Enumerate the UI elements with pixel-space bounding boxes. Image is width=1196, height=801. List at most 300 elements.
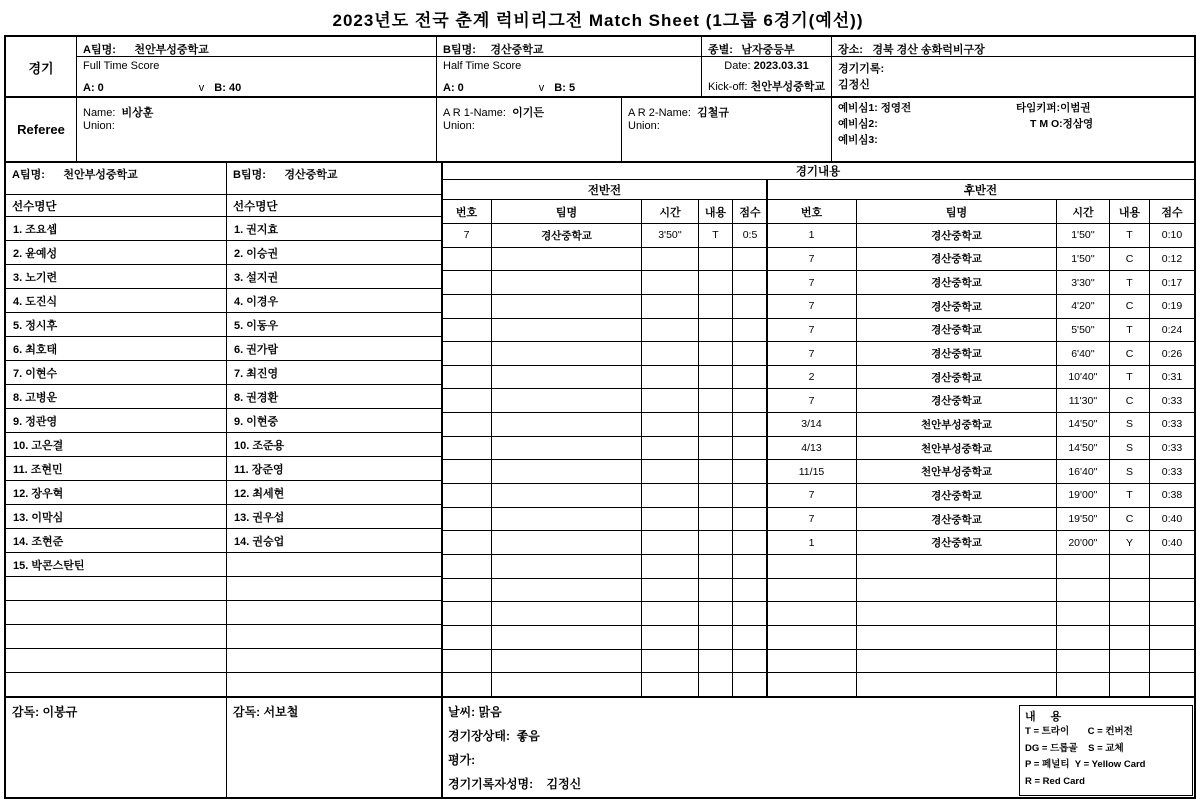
event-team [492, 508, 642, 531]
event-type [699, 437, 733, 460]
event-type [1110, 579, 1150, 602]
event-score: 0:5 [742, 229, 758, 242]
event-time: 4'20'' [1057, 295, 1110, 318]
event-score: 0:17 [1161, 276, 1183, 289]
event-time [642, 673, 699, 696]
event-time [642, 319, 699, 342]
event-time [642, 531, 699, 554]
event-row [767, 484, 1194, 508]
roster-a-row [6, 361, 227, 385]
event-time [642, 271, 699, 294]
category-value: 남자중등부 [741, 44, 795, 56]
event-time [642, 602, 699, 625]
event-type [699, 626, 733, 649]
roster-b-row [227, 577, 442, 601]
roster-b-row [227, 313, 442, 337]
event-type [699, 295, 733, 318]
event-type [699, 484, 733, 507]
event-type [699, 342, 733, 365]
reserve2-line: 예비심2: T M O:정삼영 [838, 118, 1094, 130]
event-team [857, 555, 1057, 578]
divider [6, 96, 1194, 98]
event-row [767, 555, 1194, 579]
col-score: 점수 [1150, 200, 1194, 224]
event-type [699, 508, 733, 531]
event-score [733, 650, 767, 673]
roster-b-row [227, 529, 442, 553]
event-time [642, 579, 699, 602]
event-team: 경산중학교 [857, 271, 1057, 294]
second-half-header: 후반전 [767, 180, 1194, 200]
event-type [699, 602, 733, 625]
event-team [492, 342, 642, 365]
event-number [442, 673, 492, 696]
event-score [733, 531, 767, 554]
event-time: 5'50'' [1057, 319, 1110, 342]
event-row [767, 342, 1194, 366]
event-row [767, 389, 1194, 413]
event-type [1110, 650, 1150, 673]
event-team [492, 389, 642, 412]
venue-label: 장소: [838, 44, 863, 56]
event-number [767, 602, 857, 625]
event-type: T [1110, 319, 1150, 342]
team-b-name-cell [437, 37, 702, 57]
player-name: 5. 이동우 [234, 319, 279, 332]
event-row [442, 460, 767, 484]
event-number [442, 342, 492, 365]
roster-a-row [6, 577, 227, 601]
event-time: 10'40'' [1057, 366, 1110, 389]
full-time-b-value: 40 [228, 82, 242, 94]
legend-box [1019, 705, 1193, 796]
event-number [767, 579, 857, 602]
event-score: 0:10 [1161, 229, 1183, 242]
first-half-rows [442, 224, 767, 697]
full-time-label: Full Time Score [83, 60, 160, 72]
player-name: 3. 설지권 [234, 271, 279, 284]
event-score [733, 413, 767, 436]
col-content: 내용 [699, 200, 733, 224]
reserve-officials-cell [832, 97, 1194, 162]
event-score [1150, 555, 1194, 578]
event-score: 0:40 [1161, 513, 1183, 525]
event-row [442, 342, 767, 366]
event-time: 6'40'' [1057, 342, 1110, 365]
roster-team-b-label: B팀명: [233, 169, 266, 181]
roster-b-row [227, 601, 442, 625]
player-name: 6. 권가람 [234, 343, 279, 356]
event-number [442, 531, 492, 554]
col-team: 팀명 [492, 200, 642, 224]
legend-title: 내 용 [1025, 711, 1068, 723]
event-score [733, 295, 767, 318]
team-b-name: 경산중학교 [490, 44, 544, 56]
event-time [1057, 579, 1110, 602]
player-name: 4. 이경우 [234, 295, 279, 308]
event-time: 16'40'' [1057, 460, 1110, 483]
date-kickoff-cell [702, 57, 832, 97]
event-score [733, 437, 767, 460]
event-number: 3/14 [767, 413, 857, 436]
event-row [767, 366, 1194, 390]
roster-team-a-name: 천안부성중학교 [63, 169, 138, 181]
coach-b-cell [227, 697, 442, 797]
event-type: S [1110, 413, 1150, 436]
roster-a-row [6, 505, 227, 529]
roster-a-row [6, 289, 227, 313]
event-team [492, 650, 642, 673]
recorder-name: 김정신 [838, 79, 870, 91]
event-row [767, 224, 1194, 248]
event-team [492, 602, 642, 625]
event-time [642, 555, 699, 578]
full-time-score-cell [77, 57, 437, 97]
roster-a-row [6, 313, 227, 337]
col-time: 시간 [1057, 200, 1110, 224]
evaluation-line: 평가: [448, 753, 476, 767]
event-type: C [1110, 389, 1150, 412]
roster-b-header: 선수명단 [227, 195, 442, 217]
player-name: 2. 이승권 [234, 247, 279, 260]
event-number: 7 [767, 295, 857, 318]
event-score [733, 342, 767, 365]
ar1-union-line: Union: [443, 120, 475, 132]
player-name: 5. 정시후 [13, 319, 58, 332]
event-time [642, 650, 699, 673]
event-number: 7 [767, 319, 857, 342]
event-row [767, 602, 1194, 626]
event-team: 천안부성중학교 [857, 460, 1057, 483]
event-number: 11/15 [767, 460, 857, 483]
event-type [699, 673, 733, 696]
half-time-a-value: 0 [457, 82, 464, 94]
event-score [733, 366, 767, 389]
recorder-line: 경기기록자성명: 김정신 [448, 777, 582, 791]
event-score [733, 673, 767, 696]
event-time: 1'50'' [1057, 248, 1110, 271]
event-row [442, 366, 767, 390]
roster-a-row [6, 241, 227, 265]
roster-a-row [6, 433, 227, 457]
team-a-label: A팀명: [83, 44, 116, 56]
event-score [733, 460, 767, 483]
event-time: 3'30'' [1057, 271, 1110, 294]
event-team: 경산중학교 [857, 295, 1057, 318]
event-team: 경산중학교 [857, 224, 1057, 247]
event-type [699, 460, 733, 483]
event-type [699, 579, 733, 602]
event-type: Y [1110, 531, 1150, 554]
event-number [442, 248, 492, 271]
roster-a-header: 선수명단 [6, 195, 227, 217]
event-score [1150, 579, 1194, 602]
event-team [492, 484, 642, 507]
legend-line: T = 트라이 C = 컨버전 [1025, 726, 1133, 737]
event-type [1110, 555, 1150, 578]
player-name: 7. 최진영 [234, 367, 279, 380]
player-name: 8. 권경환 [234, 391, 279, 404]
legend-line: DG = 드롭골 S = 교체 [1025, 742, 1124, 754]
roster-b-row [227, 481, 442, 505]
event-team: 경산중학교 [857, 366, 1057, 389]
ar2-union-line: Union: [628, 120, 660, 132]
roster-b-row [227, 625, 442, 649]
event-number [442, 555, 492, 578]
event-team: 경산중학교 [857, 508, 1057, 531]
event-score: 0:19 [1161, 300, 1183, 313]
record-label: 경기기록: [838, 63, 885, 75]
event-time: 14'50'' [1057, 437, 1110, 460]
event-row [442, 508, 767, 532]
event-row [442, 224, 767, 248]
divider [226, 162, 227, 797]
legend-line: P = 페널티 Y = Yellow Card [1025, 759, 1146, 770]
player-name: 1. 조요셉 [13, 223, 58, 236]
event-number: 7 [442, 224, 492, 247]
player-name: 14. 권승업 [234, 535, 285, 548]
event-time [642, 437, 699, 460]
divider [6, 696, 1194, 698]
event-type: T [1110, 224, 1150, 247]
event-number [767, 650, 857, 673]
event-team [492, 319, 642, 342]
event-number [442, 650, 492, 673]
event-score [1150, 626, 1194, 649]
player-name: 8. 고병운 [13, 391, 58, 404]
ar1-name-line: A R 1-Name: 이기든 [443, 107, 544, 119]
legend-line: R = Red Card [1025, 775, 1085, 787]
date-line: Date: 2023.03.31 [724, 60, 809, 72]
event-time: 14'50'' [1057, 413, 1110, 436]
category-cell [702, 37, 832, 57]
page-title: 2023년도 전국 춘계 럭비리그전 Match Sheet (1그룹 6경기(예선)) [332, 11, 864, 30]
match-section-label: 경기 [6, 37, 77, 97]
event-time [1057, 673, 1110, 696]
event-team [492, 271, 642, 294]
roster-a-row [6, 625, 227, 649]
event-type: C [1110, 295, 1150, 318]
roster-b-row [227, 553, 442, 577]
roster-b-row [227, 241, 442, 265]
event-score [1150, 673, 1194, 696]
player-name: 10. 고은결 [13, 439, 64, 452]
event-time [1057, 555, 1110, 578]
event-number [442, 271, 492, 294]
event-number [442, 413, 492, 436]
event-row [442, 437, 767, 461]
roster-b-list [227, 217, 442, 697]
kickoff-line: Kick-off: 천안부성중학교 [708, 81, 825, 93]
roster-a-row [6, 457, 227, 481]
event-score [733, 579, 767, 602]
event-number [442, 602, 492, 625]
event-score: 0:33 [1161, 465, 1183, 478]
event-number [442, 508, 492, 531]
col-score: 점수 [733, 200, 767, 224]
event-row [767, 531, 1194, 555]
event-time [642, 295, 699, 318]
event-row [767, 460, 1194, 484]
ar1-cell [437, 97, 622, 162]
event-score [733, 319, 767, 342]
event-time [642, 508, 699, 531]
event-team [492, 366, 642, 389]
venue-value: 경북 경산 송화럭비구장 [872, 44, 985, 56]
player-name: 12. 최세현 [234, 487, 285, 500]
event-type [699, 413, 733, 436]
event-number [442, 579, 492, 602]
col-team: 팀명 [857, 200, 1057, 224]
full-time-b-label: B: [214, 82, 226, 94]
roster-a-row [6, 337, 227, 361]
event-row [767, 626, 1194, 650]
roster-b-row [227, 337, 442, 361]
roster-b-row [227, 409, 442, 433]
event-time [642, 248, 699, 271]
half-time-label: Half Time Score [443, 60, 522, 72]
event-type [699, 389, 733, 412]
event-time [1057, 650, 1110, 673]
roster-a-row [6, 265, 227, 289]
divider [766, 180, 768, 697]
event-team: 경산중학교 [857, 484, 1057, 507]
event-score [733, 555, 767, 578]
divider [441, 162, 443, 797]
events-section-title: 경기내용 [442, 162, 1194, 180]
event-team [492, 413, 642, 436]
versus-label-ft: v [198, 82, 205, 94]
event-score [733, 484, 767, 507]
roster-team-a-cell [6, 162, 227, 195]
event-type [1110, 602, 1150, 625]
half-time-score-cell [437, 57, 702, 97]
event-team [492, 555, 642, 578]
player-name: 1. 권지효 [234, 223, 279, 236]
player-name: 11. 장준영 [234, 463, 284, 476]
half-time-b-value: 5 [568, 82, 576, 94]
roster-team-b-name: 경산중학교 [284, 169, 338, 181]
event-team [492, 295, 642, 318]
event-row [767, 248, 1194, 272]
event-type: T [1110, 271, 1150, 294]
roster-a-row [6, 481, 227, 505]
event-row [767, 319, 1194, 343]
event-time [642, 366, 699, 389]
event-number [442, 295, 492, 318]
event-number [442, 437, 492, 460]
roster-b-row [227, 505, 442, 529]
event-type [699, 271, 733, 294]
event-team: 천안부성중학교 [857, 437, 1057, 460]
event-team: 경산중학교 [857, 248, 1057, 271]
event-time [1057, 602, 1110, 625]
event-number [442, 366, 492, 389]
event-number: 7 [767, 484, 857, 507]
player-name: 12. 장우혁 [13, 487, 64, 500]
event-number: 1 [767, 531, 857, 554]
event-time [642, 460, 699, 483]
event-row [442, 673, 767, 697]
event-row [442, 248, 767, 272]
match-sheet-table [4, 35, 1196, 799]
roster-b-row [227, 217, 442, 241]
event-team [492, 460, 642, 483]
event-type [699, 319, 733, 342]
event-time: 3'50'' [642, 224, 699, 247]
player-name: 11. 조현민 [13, 463, 63, 476]
second-half-rows [767, 224, 1194, 697]
event-team: 경산중학교 [492, 224, 642, 247]
event-time [642, 413, 699, 436]
event-team [492, 437, 642, 460]
roster-a-row [6, 385, 227, 409]
event-type: T [699, 224, 733, 247]
roster-team-a-label: A팀명: [12, 169, 45, 181]
event-team: 경산중학교 [857, 389, 1057, 412]
event-number [442, 319, 492, 342]
player-name: 13. 이막심 [13, 511, 64, 524]
player-name: 9. 이현중 [234, 415, 279, 428]
roster-b-row [227, 673, 442, 697]
event-type: S [1110, 460, 1150, 483]
event-number [442, 484, 492, 507]
roster-a-row [6, 529, 227, 553]
roster-b-row [227, 649, 442, 673]
event-score: 0:12 [1161, 252, 1183, 265]
reserve1-line: 예비심1: 정영전 타임키퍼:이범권 [838, 102, 1091, 114]
event-type [699, 531, 733, 554]
event-time: 19'50'' [1057, 508, 1110, 531]
event-row [442, 271, 767, 295]
event-type: C [1110, 508, 1150, 531]
half-time-b-label: B: [554, 82, 566, 94]
event-type: C [1110, 248, 1150, 271]
reserve3-line: 예비심3: [838, 134, 878, 146]
event-type [699, 650, 733, 673]
event-team: 경산중학교 [857, 319, 1057, 342]
col-number: 번호 [767, 200, 857, 224]
event-type: C [1110, 342, 1150, 365]
event-type [699, 555, 733, 578]
event-team [492, 248, 642, 271]
event-row [442, 579, 767, 603]
event-score: 0:33 [1161, 442, 1183, 455]
event-time: 1'50'' [1057, 224, 1110, 247]
event-score [733, 271, 767, 294]
event-row [767, 579, 1194, 603]
event-score: 0:31 [1161, 371, 1183, 384]
event-score [733, 508, 767, 531]
half-time-a-label: A: [443, 82, 455, 94]
coach-a-line: 감독: 이봉규 [12, 705, 78, 719]
event-number [767, 555, 857, 578]
player-name: 9. 정관영 [13, 415, 58, 428]
event-number [767, 626, 857, 649]
event-row [442, 389, 767, 413]
event-row [442, 650, 767, 674]
team-b-label: B팀명: [443, 44, 476, 56]
event-number [442, 626, 492, 649]
referee-name-line: Name: 비상훈 [83, 107, 154, 119]
event-score [1150, 602, 1194, 625]
versus-label-ht: v [538, 82, 545, 94]
event-number: 7 [767, 342, 857, 365]
event-type [1110, 673, 1150, 696]
event-score [733, 626, 767, 649]
event-team: 경산중학교 [857, 342, 1057, 365]
event-team [857, 673, 1057, 696]
